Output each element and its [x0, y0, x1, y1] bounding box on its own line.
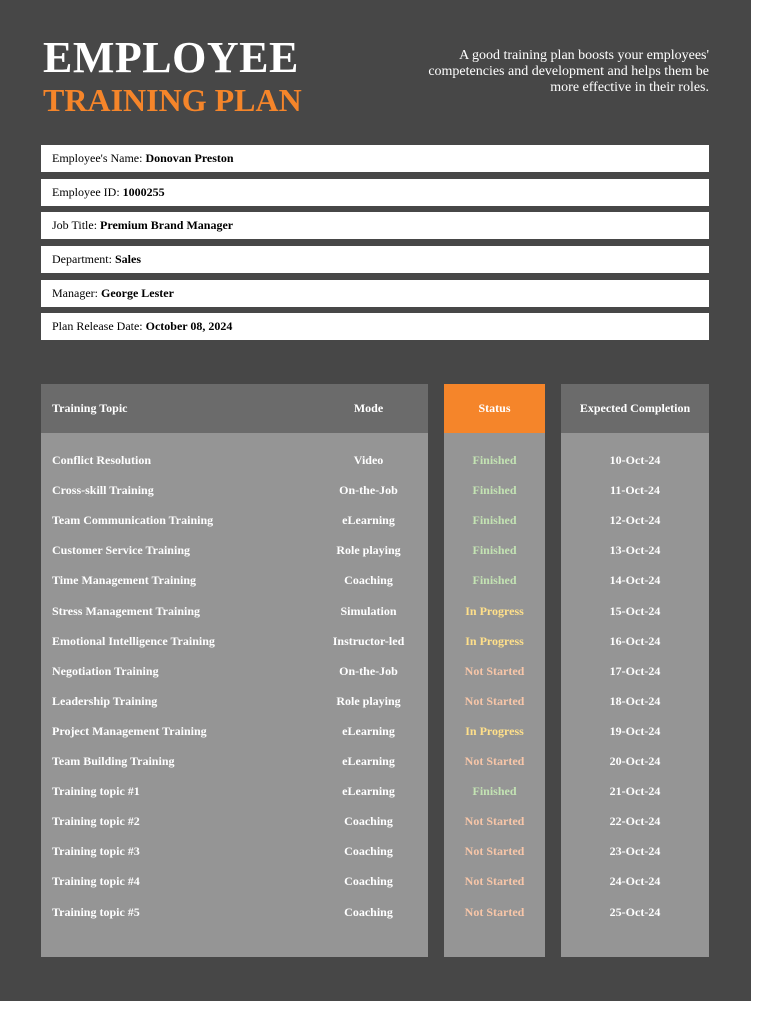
row-mode[interactable]: On-the-Job [339, 483, 398, 497]
row-status[interactable]: In Progress [465, 634, 524, 648]
topic-mode-panel [41, 384, 428, 957]
row-expected-completion[interactable]: 19-Oct-24 [609, 724, 661, 738]
expected-completion-header [561, 384, 709, 433]
row-expected-completion[interactable]: 14-Oct-24 [609, 573, 661, 587]
row-status[interactable]: Not Started [464, 844, 525, 858]
row-training-topic[interactable]: Negotiation Training [52, 664, 159, 678]
manager-value: George Lester [100, 286, 174, 300]
row-training-topic[interactable]: Stress Management Training [52, 604, 201, 618]
row-expected-completion[interactable]: 17-Oct-24 [609, 664, 661, 678]
row-mode[interactable]: Coaching [344, 844, 393, 858]
row-training-topic[interactable]: Team Communication Training [52, 513, 214, 527]
header-expected-completion: Expected Completion [579, 401, 691, 415]
row-status[interactable]: Not Started [464, 874, 525, 888]
row-expected-completion[interactable]: 15-Oct-24 [609, 604, 661, 618]
page-subtitle: TRAINING PLAN [43, 82, 302, 118]
row-mode[interactable]: eLearning [342, 784, 395, 798]
job-title-value: Premium Brand Manager [100, 218, 234, 232]
row-status[interactable]: Finished [472, 573, 517, 587]
header-mode: Mode [353, 401, 384, 415]
row-expected-completion[interactable]: 22-Oct-24 [609, 814, 661, 828]
department-label: Department: [52, 252, 112, 266]
row-training-topic[interactable]: Training topic #5 [52, 905, 140, 919]
employee-id-value: 1000255 [122, 185, 165, 199]
row-status[interactable]: Not Started [464, 754, 525, 768]
row-mode[interactable]: Instructor-led [332, 634, 405, 648]
row-training-topic[interactable]: Time Management Training [52, 573, 196, 587]
row-mode[interactable]: Coaching [344, 573, 393, 587]
employee-id-label: Employee ID: [52, 185, 120, 199]
plan-release-date-label: Plan Release Date: [52, 319, 143, 333]
expected-completion-panel [561, 384, 709, 957]
row-training-topic[interactable]: Training topic #2 [52, 814, 140, 828]
plan-release-date-field[interactable] [41, 313, 709, 340]
row-expected-completion[interactable]: 12-Oct-24 [609, 513, 661, 527]
row-status[interactable]: Finished [472, 483, 517, 497]
department-value: Sales [114, 252, 141, 266]
row-expected-completion[interactable]: 13-Oct-24 [609, 543, 661, 557]
row-mode[interactable]: Role playing [336, 694, 401, 708]
intro-text: A good training plan boosts your employees' competencies and development and helps them be more effective in their roles. [428, 48, 709, 95]
row-mode[interactable]: eLearning [342, 724, 395, 738]
row-mode[interactable]: Role playing [336, 543, 401, 557]
row-training-topic[interactable]: Leadership Training [52, 694, 158, 708]
row-status[interactable]: In Progress [465, 604, 524, 618]
row-status[interactable]: In Progress [465, 724, 524, 738]
employee-id-field[interactable] [41, 179, 709, 206]
row-status[interactable]: Finished [472, 784, 517, 798]
status-header [444, 384, 545, 433]
job-title-label: Job Title: [52, 218, 98, 232]
row-mode[interactable]: Coaching [344, 814, 393, 828]
row-expected-completion[interactable]: 11-Oct-24 [610, 483, 660, 497]
row-status[interactable]: Not Started [464, 905, 525, 919]
row-mode[interactable]: Coaching [344, 905, 393, 919]
topic-mode-header [41, 384, 428, 433]
department-field[interactable] [41, 246, 709, 273]
page-title: EMPLOYEE [43, 33, 299, 82]
row-expected-completion[interactable]: 10-Oct-24 [609, 453, 661, 467]
row-mode[interactable]: On-the-Job [339, 664, 398, 678]
row-status[interactable]: Finished [472, 543, 517, 557]
row-status[interactable]: Finished [472, 453, 517, 467]
job-title-field[interactable] [41, 212, 709, 239]
row-mode[interactable]: eLearning [342, 754, 395, 768]
row-training-topic[interactable]: Customer Service Training [52, 543, 190, 557]
row-training-topic[interactable]: Training topic #1 [52, 784, 140, 798]
row-training-topic[interactable]: Project Management Training [52, 724, 207, 738]
employee-name-value: Donovan Preston [145, 151, 234, 165]
row-status[interactable]: Not Started [464, 664, 525, 678]
plan-release-date-value: October 08, 2024 [145, 319, 233, 333]
manager-label: Manager: [52, 286, 98, 300]
row-training-topic[interactable]: Conflict Resolution [52, 453, 151, 467]
row-expected-completion[interactable]: 21-Oct-24 [609, 784, 661, 798]
row-mode[interactable]: Coaching [344, 874, 393, 888]
row-mode[interactable]: Video [353, 453, 384, 467]
row-expected-completion[interactable]: 18-Oct-24 [609, 694, 661, 708]
row-training-topic[interactable]: Training topic #3 [52, 844, 140, 858]
row-status[interactable]: Not Started [464, 814, 525, 828]
header-status: Status [478, 401, 511, 415]
manager-field[interactable] [41, 280, 709, 307]
row-expected-completion[interactable]: 16-Oct-24 [609, 634, 661, 648]
employee-name-label: Employee's Name: [52, 151, 143, 165]
row-status[interactable]: Finished [472, 513, 517, 527]
row-expected-completion[interactable]: 20-Oct-24 [609, 754, 661, 768]
row-training-topic[interactable]: Team Building Training [52, 754, 175, 768]
row-expected-completion[interactable]: 23-Oct-24 [609, 844, 661, 858]
header-training-topic: Training Topic [52, 401, 128, 415]
row-expected-completion[interactable]: 25-Oct-24 [609, 905, 661, 919]
employee-name-field[interactable] [41, 145, 709, 172]
row-status[interactable]: Not Started [464, 694, 525, 708]
row-mode[interactable]: eLearning [342, 513, 395, 527]
row-training-topic[interactable]: Cross-skill Training [52, 483, 154, 497]
row-training-topic[interactable]: Training topic #4 [52, 874, 140, 888]
row-training-topic[interactable]: Emotional Intelligence Training [52, 634, 215, 648]
row-expected-completion[interactable]: 24-Oct-24 [609, 874, 661, 888]
row-mode[interactable]: Simulation [340, 604, 397, 618]
status-panel [444, 384, 545, 957]
